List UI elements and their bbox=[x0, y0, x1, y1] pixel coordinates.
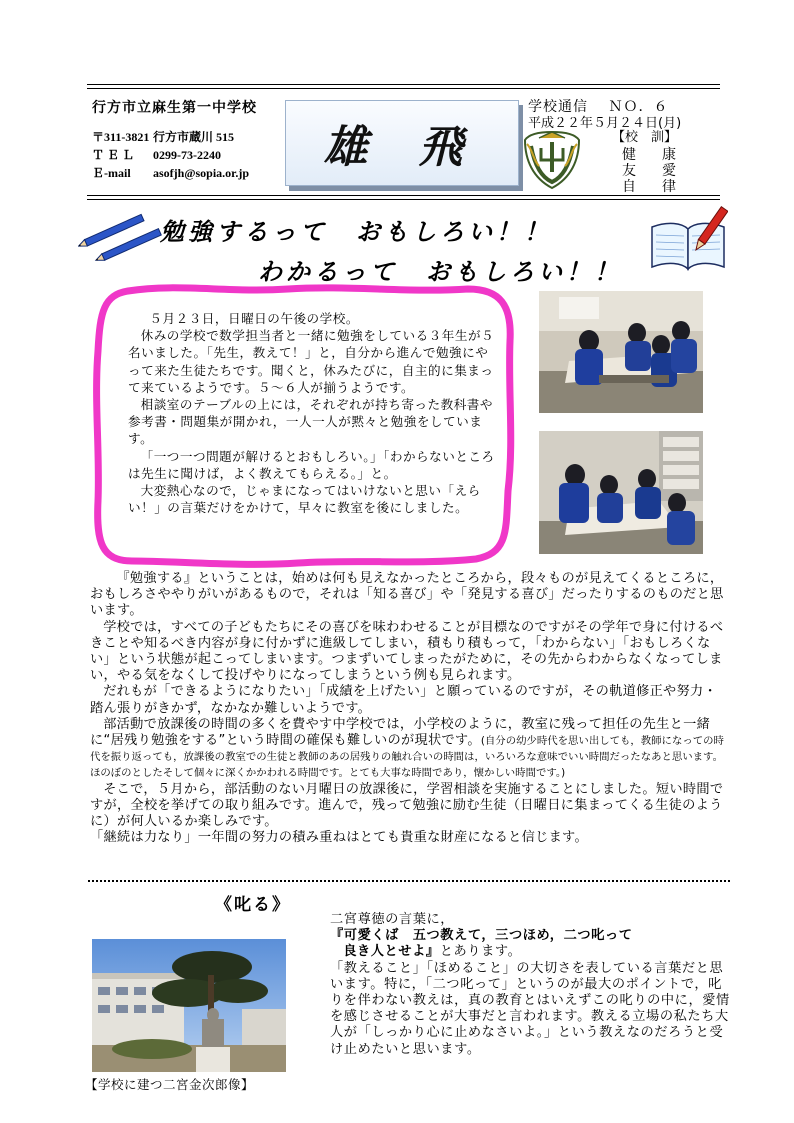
scold-quote-line bbox=[330, 944, 730, 960]
email-line bbox=[92, 164, 249, 181]
notebook-pencil-icon bbox=[648, 205, 728, 275]
email-address: asofjh@sopia.or.jp bbox=[153, 166, 250, 180]
address: 行方市蔵川 515 bbox=[153, 130, 235, 144]
header-rule-top bbox=[87, 84, 720, 85]
scold-intro: 二宮尊徳の言葉に， bbox=[330, 912, 455, 927]
header-rule-bottom-2 bbox=[87, 199, 720, 200]
scold-body: 「教えること」「ほめること」の大切さを表している言葉だと思います。特に，「二つ叱って」というのが最大のポイントで，叱りを伴わない教えは，真の教育とはいえずこの叱りの中に，愛情を感じさせることが大事だと言われます。教える立場の私たち大人が「しっかり心に止めなさいよ。」という教えなのだろうと受け止めたいと思います。 bbox=[330, 960, 730, 1057]
email-label: Ｅ-mail bbox=[92, 166, 131, 180]
ninomiya-statue-photo bbox=[92, 939, 286, 1072]
tel-number: 0299-73-2240 bbox=[153, 148, 221, 162]
motto-item: 友 愛 bbox=[622, 163, 682, 179]
tel-label: ＴＥＬ bbox=[92, 148, 138, 162]
essay-note: (自分の幼少時代を思い出しても，教師になっての時代を振り返っても，放課後の教室での生徒と教師のあの居残りの触れ合いの時間は，いろいろな意味でいい時間だったなあと思います。ほのぼのとしたそして個々に深くかかわれる時間です。とても大事な時間であり，懐かしい時間です。) bbox=[90, 735, 724, 780]
motto-item: 自 律 bbox=[622, 179, 682, 195]
students-study-photo-2 bbox=[539, 431, 703, 554]
banner-line-2: わかるって おもしろい！！ bbox=[258, 257, 622, 286]
scold-quote-tail: とあります。 bbox=[439, 944, 522, 960]
header-rule-top-2 bbox=[87, 88, 720, 89]
essay-text bbox=[90, 571, 730, 846]
issue-date: 平成２２年５月２４日(月) bbox=[528, 116, 682, 131]
school-name: 行方市立麻生第一中学校 bbox=[92, 100, 257, 116]
article-paragraph: 「一つ一つ問題が解けるとおもしろい。」「わからないところは先生に聞けば，よく教えてもらえる。」と。 bbox=[128, 448, 495, 481]
essay-paragraph: 学校では，すべての子どもたちにその喜びを味わわせることが目標なのですがその学年で身に付けるべきことや知るべき内容が身に付かずに進級してしまい，積もり積もって，「わからない」「おもしろくない」という状態が起こってしまいます。つまずいてしまったがために，その先からわからなくなってしまい，やる気をなくして投げやりになってしまうという例も見られます。 bbox=[90, 619, 724, 684]
motto-item: 健 康 bbox=[622, 147, 682, 163]
essay-paragraph-text: 部活動で放課後の時間の多くを費やす中学校では，小学校のように，教室に残って担任の先生と一緒に“居残り勉強をする”という時間の確保も難しいのが現状です。 bbox=[90, 716, 711, 749]
section-heading: 《叱る》 bbox=[215, 895, 291, 915]
motto-heading: 【校 訓】 bbox=[612, 130, 678, 145]
scold-quote: 『可愛くば 五つ教えて，三つほめ，二つ叱って bbox=[330, 928, 633, 944]
article-paragraph: ５月２３日，日曜日の午後の学校。 bbox=[149, 311, 359, 326]
newsletter-title: 雄 飛 bbox=[323, 122, 481, 173]
section-divider bbox=[88, 880, 730, 882]
essay-paragraph: 『勉強する』ということは，始めは何も見えなかったところから，段々ものが見えてくるところに，おもしろさややりがいがあるもので，それは「知る喜び」や「発見する喜び」だったりするのものだと思います。 bbox=[90, 571, 724, 619]
article-paragraph: 休みの学校で数学担当者と一緒に勉強をしている３年生が５名いました。「先生，教えて！」と，自分から進んで勉強にやって来た生徒たちです。聞くと，休みたびに，自主的に集まって来ているようです。５～６人が揃うようです。 bbox=[128, 328, 495, 395]
article-text bbox=[128, 310, 496, 516]
tel-line bbox=[92, 146, 221, 163]
postal-code: 〒311-3821 bbox=[92, 130, 150, 144]
masthead bbox=[285, 100, 519, 186]
article-paragraph: 大変熱心なので，じゃまになってはいけないと思い「えらい！」の言葉だけをかけて，早々に教室を後にしました。 bbox=[128, 483, 481, 516]
essay-paragraph: だれもが「できるようになりたい」「成績を上げたい」と願っているのですが，その軌道修正や努力・踏ん張りがきかず，なかなか難しいようです。 bbox=[90, 684, 718, 716]
issue-number: 学校通信 ＮＯ．６ bbox=[528, 99, 669, 115]
article-paragraph: 相談室のテーブルの上には，それぞれが持ち寄った教科書や参考書・問題集が開かれ，一人一人が黙々と勉強をしています。 bbox=[128, 397, 493, 447]
essay-paragraph bbox=[90, 717, 730, 782]
photo-caption: 【学校に建つ二宮金次郎像】 bbox=[85, 1077, 255, 1092]
essay-paragraph: そこで，５月から，部活動のない月曜日の放課後に，学習相談を実施することにしました。短い時間ですが，全校を挙げての取り組みです。進んで，残って勉強に励む生徒（日曜日に集まってくる生徒のように）が何人いるか楽しみです。 bbox=[90, 781, 724, 830]
students-study-photo-1 bbox=[539, 291, 703, 413]
banner-line-1: 勉強するって おもしろい！！ bbox=[160, 217, 552, 246]
scold-quote-end: 良き人とせよ』 bbox=[343, 944, 440, 960]
school-crest-icon bbox=[521, 130, 583, 190]
scold-text bbox=[330, 912, 730, 1058]
essay-paragraph: 「継続は力なり」一年間の努力の積み重ねはとても貴重な財産になると信じます。 bbox=[90, 830, 588, 846]
pencils-icon bbox=[78, 210, 168, 270]
address-line bbox=[92, 128, 234, 145]
